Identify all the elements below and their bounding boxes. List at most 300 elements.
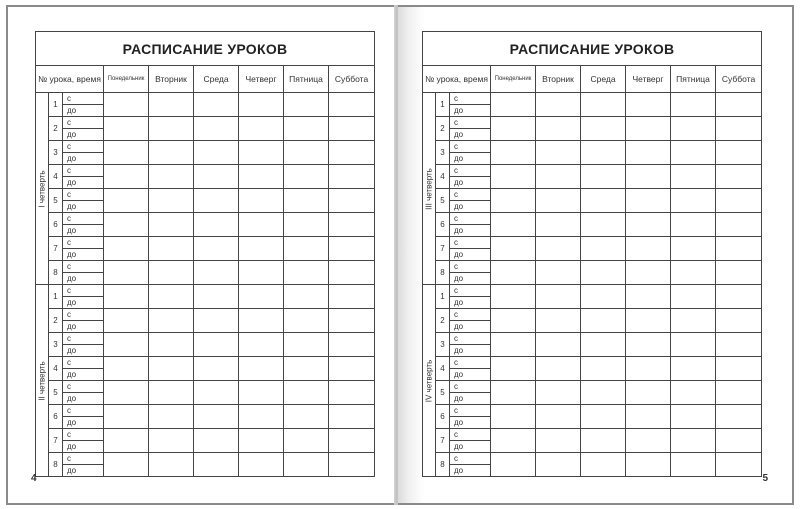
lesson-number: 7 [49,429,63,453]
schedule-cell[interactable] [536,213,581,237]
time-from-cell[interactable]: с [450,285,491,297]
time-from-cell[interactable]: с [450,165,491,177]
schedule-cell[interactable] [284,309,329,333]
lesson-row [36,309,375,321]
schedule-cell[interactable] [149,141,194,165]
schedule-cell[interactable] [239,381,284,405]
schedule-cell[interactable] [239,165,284,189]
schedule-cell[interactable] [491,93,536,117]
schedule-cell[interactable] [671,357,716,381]
time-from-cell[interactable]: с [450,429,491,441]
time-from-cell[interactable]: с [450,189,491,201]
schedule-cell[interactable] [104,453,149,477]
time-from-cell[interactable]: с [63,237,104,249]
page-title: РАСПИСАНИЕ УРОКОВ [423,32,762,66]
time-from-cell[interactable]: с [450,381,491,393]
schedule-cell[interactable] [194,357,239,381]
schedule-cell[interactable] [626,141,671,165]
schedule-cell[interactable] [329,93,375,117]
schedule-cell[interactable] [716,429,762,453]
schedule-cell[interactable] [194,141,239,165]
schedule-cell[interactable] [581,429,626,453]
quarter-cell [423,285,436,477]
schedule-cell[interactable] [626,117,671,141]
schedule-cell[interactable] [581,309,626,333]
time-from-cell[interactable]: с [450,405,491,417]
schedule-cell[interactable] [149,189,194,213]
time-from-cell[interactable]: с [450,117,491,129]
schedule-cell[interactable] [716,117,762,141]
time-to-cell[interactable]: до [450,225,491,237]
schedule-cell[interactable] [284,165,329,189]
lesson-number: 2 [436,117,450,141]
schedule-cell[interactable] [581,237,626,261]
schedule-cell[interactable] [239,453,284,477]
schedule-cell[interactable] [194,189,239,213]
time-to-cell[interactable]: до [450,417,491,429]
time-to-cell[interactable]: до [63,345,104,357]
day-header: Среда [581,66,626,93]
schedule-cell[interactable] [536,309,581,333]
schedule-cell[interactable] [671,189,716,213]
time-from-cell[interactable]: с [450,453,491,465]
schedule-cell[interactable] [329,141,375,165]
schedule-cell[interactable] [581,93,626,117]
schedule-cell[interactable] [149,381,194,405]
time-from-cell[interactable]: с [450,357,491,369]
schedule-cell[interactable] [329,333,375,357]
schedule-cell[interactable] [536,429,581,453]
schedule-cell[interactable] [284,141,329,165]
schedule-cell[interactable] [329,165,375,189]
time-from-cell[interactable]: с [63,165,104,177]
lesson-number: 2 [49,309,63,333]
schedule-cell[interactable] [491,285,536,309]
lesson-number: 3 [49,333,63,357]
schedule-cell[interactable] [716,333,762,357]
time-to-cell[interactable]: до [63,225,104,237]
lesson-row [423,213,762,225]
schedule-cell[interactable] [581,285,626,309]
time-from-cell[interactable]: с [63,213,104,225]
schedule-cell[interactable] [284,381,329,405]
schedule-cell[interactable] [329,213,375,237]
schedule-cell[interactable] [104,285,149,309]
time-to-cell[interactable]: до [450,393,491,405]
schedule-cell[interactable] [194,93,239,117]
time-to-cell[interactable]: до [63,273,104,285]
time-from-cell[interactable]: с [63,117,104,129]
schedule-cell[interactable] [581,357,626,381]
schedule-cell[interactable] [284,117,329,141]
time-to-cell[interactable]: до [450,465,491,477]
schedule-cell[interactable] [626,309,671,333]
left-page [6,5,396,505]
schedule-cell[interactable] [581,213,626,237]
schedule-cell[interactable] [239,213,284,237]
lesson-number: 1 [436,285,450,309]
lesson-row [423,237,762,249]
schedule-cell[interactable] [194,285,239,309]
time-to-cell[interactable]: до [63,177,104,189]
schedule-cell[interactable] [671,333,716,357]
schedule-cell[interactable] [716,453,762,477]
time-to-cell[interactable]: до [450,249,491,261]
schedule-cell[interactable] [284,453,329,477]
lesson-number: 8 [49,261,63,285]
schedule-cell[interactable] [671,213,716,237]
schedule-cell[interactable] [104,429,149,453]
schedule-cell[interactable] [536,165,581,189]
schedule-cell[interactable] [149,237,194,261]
schedule-cell[interactable] [626,165,671,189]
lesson-row [423,333,762,345]
schedule-cell[interactable] [581,381,626,405]
schedule-cell[interactable] [536,381,581,405]
schedule-cell[interactable] [239,189,284,213]
schedule-cell[interactable] [626,261,671,285]
schedule-cell[interactable] [239,309,284,333]
schedule-cell[interactable] [149,357,194,381]
time-to-cell[interactable]: до [63,201,104,213]
time-from-cell[interactable]: с [450,333,491,345]
schedule-cell[interactable] [239,405,284,429]
schedule-cell[interactable] [581,261,626,285]
schedule-cell[interactable] [671,117,716,141]
time-to-cell[interactable]: до [63,105,104,117]
time-to-cell[interactable]: до [450,345,491,357]
schedule-cell[interactable] [104,165,149,189]
schedule-cell[interactable] [491,141,536,165]
schedule-cell[interactable] [581,117,626,141]
schedule-cell[interactable] [536,285,581,309]
schedule-cell[interactable] [716,165,762,189]
schedule-cell[interactable] [149,93,194,117]
time-from-cell[interactable]: с [63,405,104,417]
schedule-cell[interactable] [149,429,194,453]
schedule-cell[interactable] [716,237,762,261]
lesson-number: 4 [49,165,63,189]
schedule-table-left [35,31,375,477]
day-header: Суббота [716,66,762,93]
schedule-cell[interactable] [104,309,149,333]
schedule-cell[interactable] [491,213,536,237]
time-to-cell[interactable]: до [450,105,491,117]
schedule-cell[interactable] [671,93,716,117]
schedule-cell[interactable] [536,261,581,285]
schedule-cell[interactable] [626,429,671,453]
lesson-time-header: № урока, время [423,66,491,93]
schedule-cell[interactable] [239,237,284,261]
schedule-cell[interactable] [239,117,284,141]
schedule-cell[interactable] [581,333,626,357]
schedule-cell[interactable] [581,453,626,477]
schedule-cell[interactable] [239,429,284,453]
schedule-cell[interactable] [671,261,716,285]
time-to-cell[interactable]: до [63,297,104,309]
schedule-cell[interactable] [536,405,581,429]
day-header: Пятница [671,66,716,93]
schedule-cell[interactable] [239,285,284,309]
schedule-cell[interactable] [104,333,149,357]
schedule-cell[interactable] [194,117,239,141]
schedule-cell[interactable] [194,429,239,453]
schedule-cell[interactable] [671,309,716,333]
schedule-cell[interactable] [581,165,626,189]
time-from-cell[interactable]: с [63,309,104,321]
lesson-row [423,309,762,321]
schedule-cell[interactable] [626,237,671,261]
lesson-row [36,213,375,225]
day-header: Понедельник [104,66,149,93]
schedule-cell[interactable] [104,213,149,237]
schedule-cell[interactable] [716,213,762,237]
schedule-cell[interactable] [329,117,375,141]
lesson-number: 7 [49,237,63,261]
schedule-cell[interactable] [671,141,716,165]
time-to-cell[interactable]: до [63,369,104,381]
schedule-cell[interactable] [716,141,762,165]
lesson-number: 8 [49,453,63,477]
schedule-cell[interactable] [329,189,375,213]
schedule-cell[interactable] [536,93,581,117]
schedule-cell[interactable] [194,213,239,237]
schedule-cell[interactable] [536,357,581,381]
schedule-cell[interactable] [149,285,194,309]
schedule-cell[interactable] [194,453,239,477]
schedule-cell[interactable] [716,357,762,381]
schedule-cell[interactable] [194,381,239,405]
schedule-cell[interactable] [239,93,284,117]
schedule-cell[interactable] [329,381,375,405]
time-to-cell[interactable]: до [63,321,104,333]
lesson-row [423,429,762,441]
schedule-cell[interactable] [626,93,671,117]
time-to-cell[interactable]: до [63,417,104,429]
schedule-cell[interactable] [329,309,375,333]
schedule-cell[interactable] [149,261,194,285]
schedule-cell[interactable] [239,261,284,285]
time-from-cell[interactable]: с [63,189,104,201]
time-to-cell[interactable]: до [63,129,104,141]
schedule-cell[interactable] [149,309,194,333]
schedule-cell[interactable] [626,453,671,477]
lesson-number: 7 [436,429,450,453]
schedule-cell[interactable] [239,333,284,357]
schedule-cell[interactable] [284,261,329,285]
day-header: Четверг [626,66,671,93]
schedule-cell[interactable] [491,165,536,189]
schedule-cell[interactable] [194,309,239,333]
time-from-cell[interactable]: с [450,141,491,153]
schedule-cell[interactable] [149,213,194,237]
schedule-cell[interactable] [491,453,536,477]
schedule-cell[interactable] [716,189,762,213]
schedule-cell[interactable] [104,405,149,429]
day-header: Суббота [329,66,375,93]
schedule-cell[interactable] [671,429,716,453]
schedule-cell[interactable] [671,453,716,477]
schedule-cell[interactable] [284,429,329,453]
lesson-number: 6 [436,213,450,237]
time-from-cell[interactable]: с [63,333,104,345]
time-to-cell[interactable]: до [450,369,491,381]
time-from-cell[interactable]: с [63,381,104,393]
schedule-cell[interactable] [329,261,375,285]
lesson-row [36,405,375,417]
time-from-cell[interactable]: с [450,93,491,105]
schedule-cell[interactable] [626,405,671,429]
quarter-label: II четверть [37,360,47,401]
time-from-cell[interactable]: с [63,261,104,273]
schedule-cell[interactable] [149,333,194,357]
lesson-row [423,93,762,105]
time-from-cell[interactable]: с [63,141,104,153]
schedule-cell[interactable] [284,93,329,117]
schedule-cell[interactable] [149,117,194,141]
time-from-cell[interactable]: с [450,261,491,273]
schedule-cell[interactable] [716,405,762,429]
schedule-cell[interactable] [104,117,149,141]
time-to-cell[interactable]: до [450,441,491,453]
schedule-cell[interactable] [536,237,581,261]
right-page [398,5,794,505]
schedule-cell[interactable] [716,285,762,309]
schedule-cell[interactable] [194,165,239,189]
schedule-cell[interactable] [104,261,149,285]
schedule-cell[interactable] [149,453,194,477]
schedule-cell[interactable] [329,285,375,309]
schedule-cell[interactable] [491,309,536,333]
schedule-cell[interactable] [104,381,149,405]
schedule-cell[interactable] [671,285,716,309]
schedule-cell[interactable] [104,357,149,381]
schedule-cell[interactable] [329,405,375,429]
schedule-cell[interactable] [716,261,762,285]
lesson-row [36,381,375,393]
time-to-cell[interactable]: до [63,249,104,261]
lesson-row [423,141,762,153]
lesson-row [423,165,762,177]
schedule-cell[interactable] [536,333,581,357]
time-from-cell[interactable]: с [63,357,104,369]
schedule-cell[interactable] [329,237,375,261]
schedule-cell[interactable] [491,261,536,285]
time-to-cell[interactable]: до [63,441,104,453]
time-to-cell[interactable]: до [450,153,491,165]
schedule-cell[interactable] [194,261,239,285]
schedule-cell[interactable] [626,285,671,309]
schedule-cell[interactable] [491,333,536,357]
schedule-cell[interactable] [104,93,149,117]
schedule-cell[interactable] [626,381,671,405]
time-from-cell[interactable]: с [63,453,104,465]
schedule-cell[interactable] [491,189,536,213]
lesson-row [36,357,375,369]
schedule-cell[interactable] [581,405,626,429]
lesson-time-header: № урока, время [36,66,104,93]
schedule-cell[interactable] [626,333,671,357]
schedule-cell[interactable] [104,237,149,261]
schedule-cell[interactable] [329,453,375,477]
time-to-cell[interactable]: до [450,177,491,189]
schedule-cell[interactable] [104,189,149,213]
schedule-cell[interactable] [329,357,375,381]
schedule-cell[interactable] [536,453,581,477]
schedule-cell[interactable] [671,405,716,429]
lesson-row [423,285,762,297]
schedule-cell[interactable] [581,141,626,165]
time-to-cell[interactable]: до [63,465,104,477]
schedule-cell[interactable] [284,213,329,237]
time-from-cell[interactable]: с [63,285,104,297]
schedule-cell[interactable] [239,357,284,381]
time-to-cell[interactable]: до [450,321,491,333]
schedule-cell[interactable] [491,381,536,405]
time-from-cell[interactable]: с [63,429,104,441]
schedule-cell[interactable] [284,285,329,309]
schedule-cell[interactable] [491,237,536,261]
schedule-cell[interactable] [239,141,284,165]
schedule-cell[interactable] [149,165,194,189]
schedule-cell[interactable] [716,381,762,405]
schedule-cell[interactable] [284,189,329,213]
schedule-cell[interactable] [536,189,581,213]
lesson-row [36,93,375,105]
schedule-cell[interactable] [491,117,536,141]
time-to-cell[interactable]: до [450,129,491,141]
schedule-cell[interactable] [716,309,762,333]
schedule-cell[interactable] [536,141,581,165]
schedule-cell[interactable] [581,189,626,213]
schedule-cell[interactable] [149,405,194,429]
schedule-cell[interactable] [284,333,329,357]
time-to-cell[interactable]: до [63,153,104,165]
quarter-cell [36,285,49,477]
schedule-cell[interactable] [671,381,716,405]
time-from-cell[interactable]: с [450,213,491,225]
schedule-cell[interactable] [626,213,671,237]
schedule-cell[interactable] [626,189,671,213]
time-to-cell[interactable]: до [450,297,491,309]
schedule-cell[interactable] [104,141,149,165]
lesson-row [423,261,762,273]
lesson-row [423,357,762,369]
schedule-cell[interactable] [284,405,329,429]
schedule-cell[interactable] [491,357,536,381]
schedule-cell[interactable] [284,357,329,381]
schedule-cell[interactable] [491,429,536,453]
schedule-cell[interactable] [491,405,536,429]
schedule-cell[interactable] [716,93,762,117]
time-from-cell[interactable]: с [450,309,491,321]
lesson-row [36,237,375,249]
schedule-cell[interactable] [671,165,716,189]
time-from-cell[interactable]: с [450,237,491,249]
schedule-cell[interactable] [194,405,239,429]
schedule-cell[interactable] [194,333,239,357]
schedule-cell[interactable] [671,237,716,261]
time-to-cell[interactable]: до [450,201,491,213]
schedule-cell[interactable] [536,117,581,141]
schedule-cell[interactable] [284,237,329,261]
schedule-cell[interactable] [626,357,671,381]
time-to-cell[interactable]: до [63,393,104,405]
time-from-cell[interactable]: с [63,93,104,105]
schedule-cell[interactable] [194,237,239,261]
time-to-cell[interactable]: до [450,273,491,285]
schedule-cell[interactable] [329,429,375,453]
